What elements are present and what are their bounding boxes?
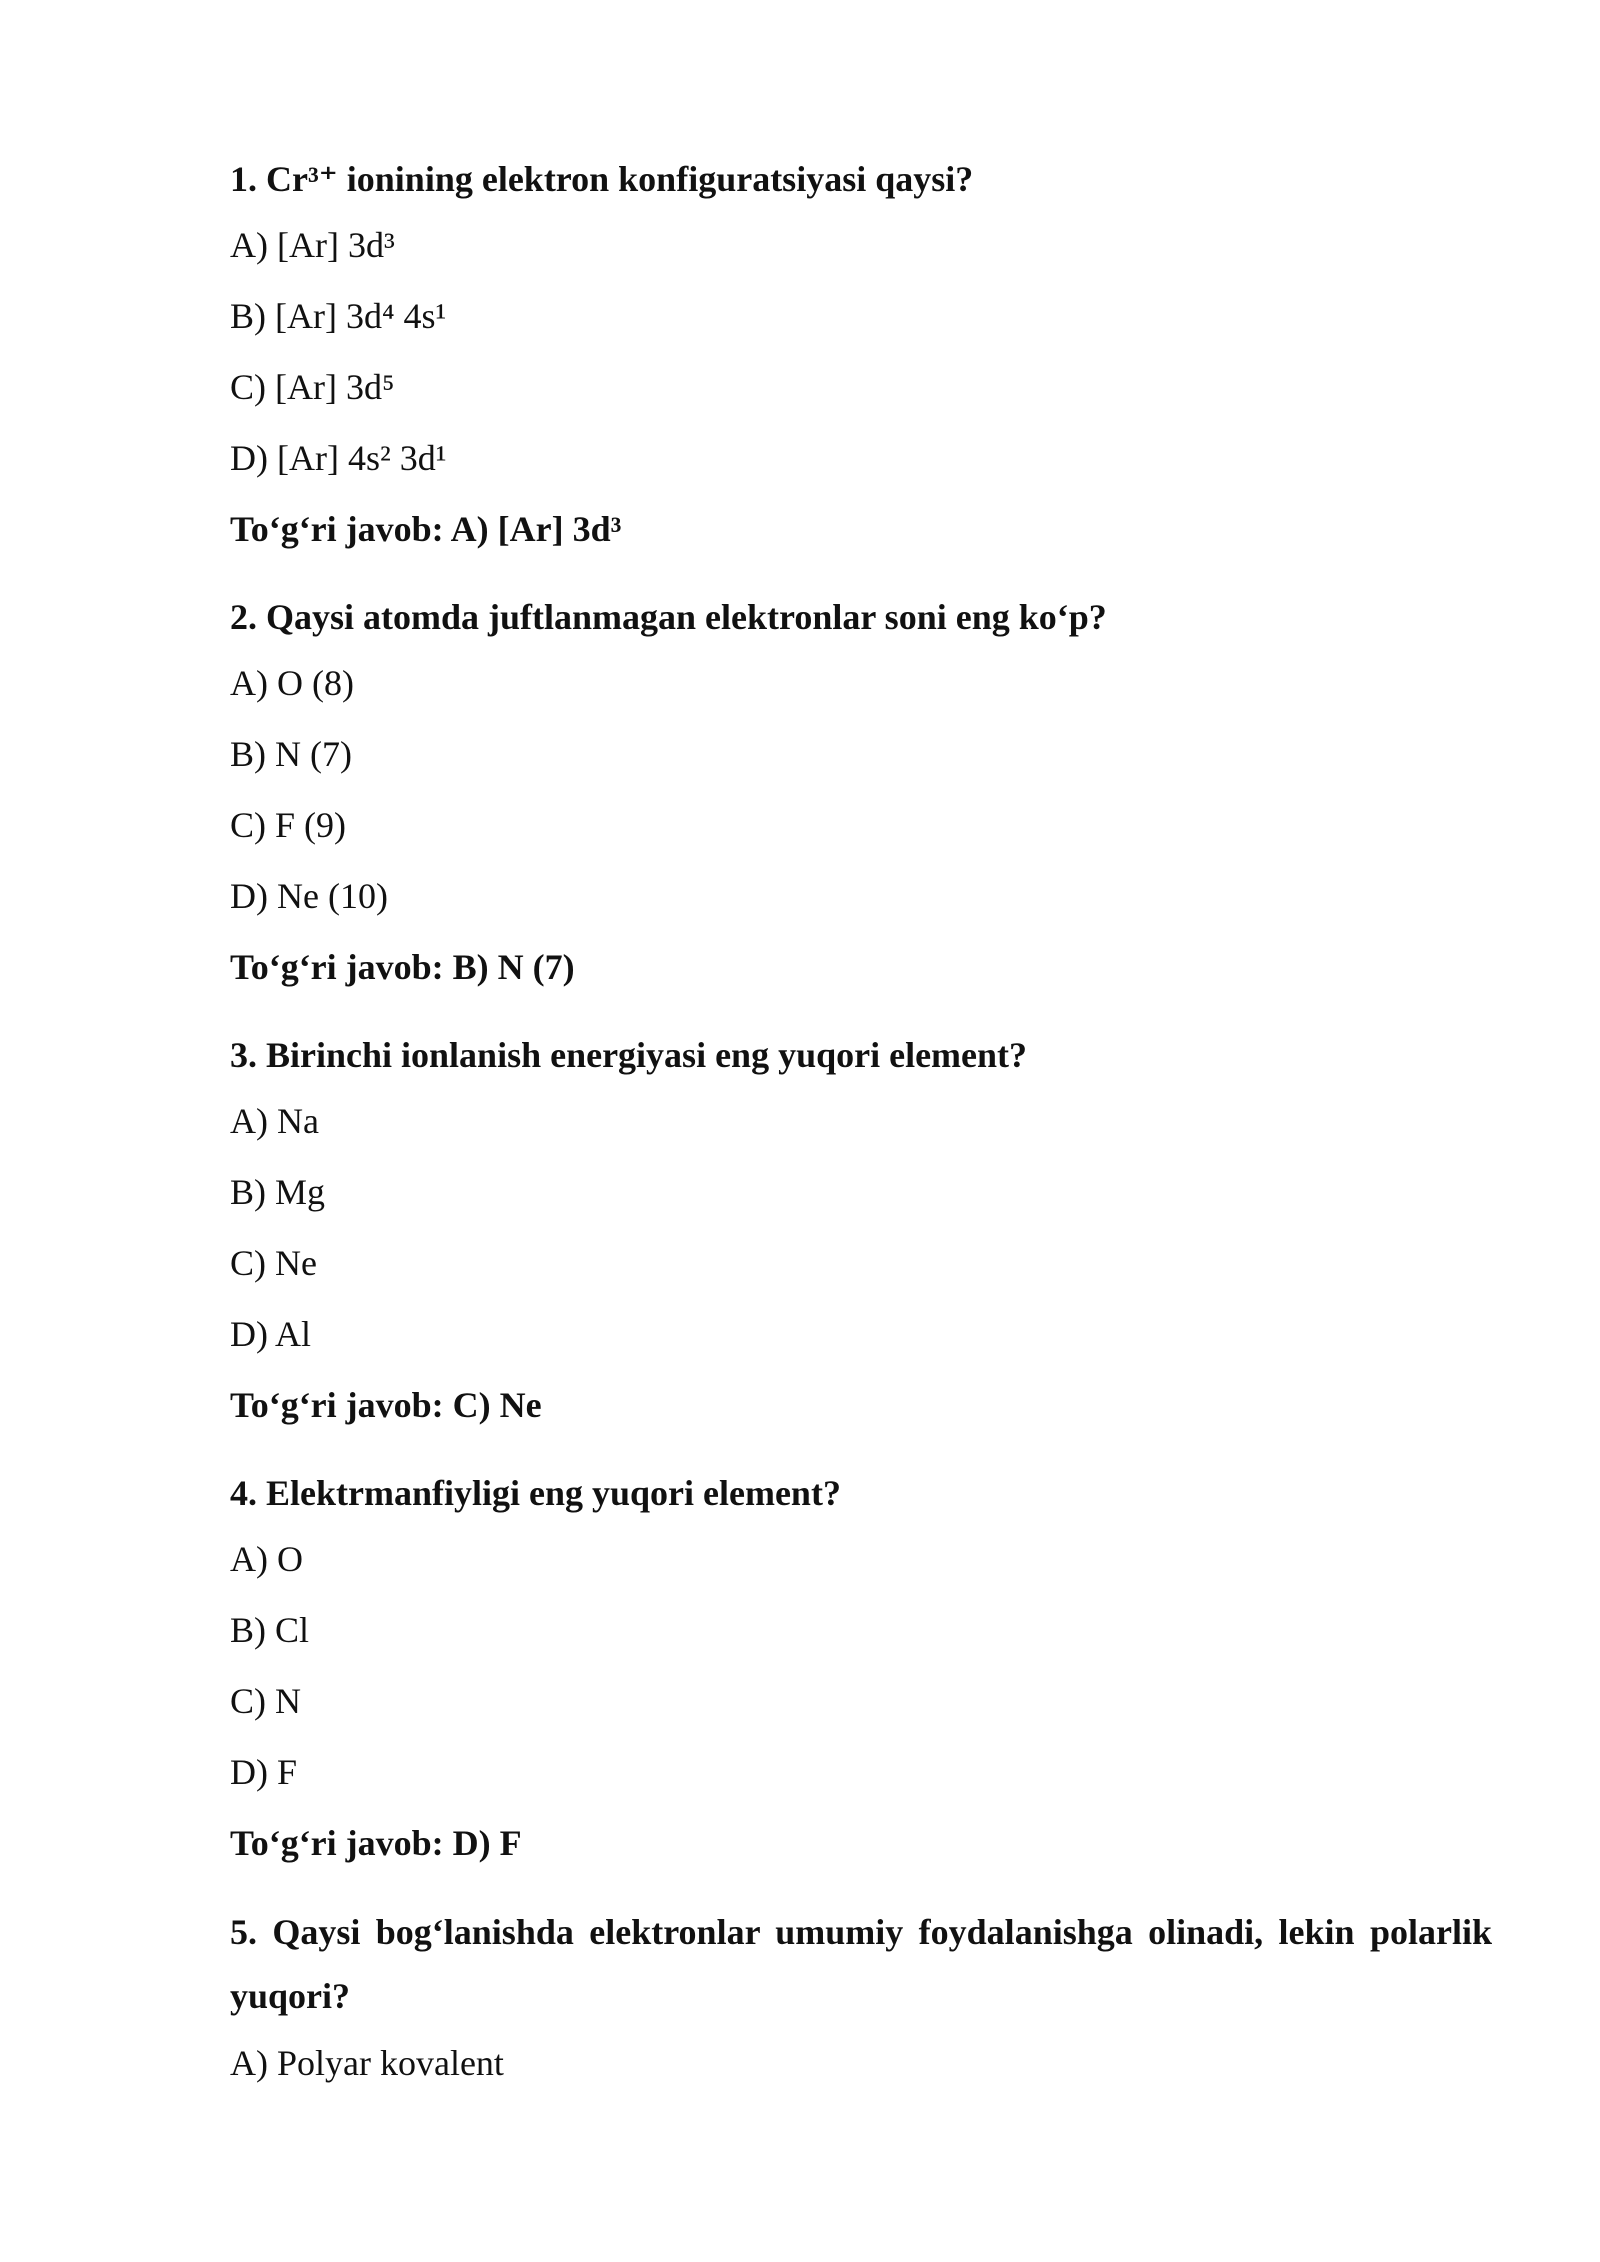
option-b: B) Mg (230, 1172, 326, 1212)
question-5 (230, 1900, 1492, 2099)
option-c: C) Ne (230, 1243, 317, 1283)
question-3 (230, 1024, 1492, 1441)
option-b: B) [Ar] 3d⁴ 4s¹ (230, 296, 447, 336)
question-title: 5. Qaysi bog‘lanishda elektronlar umumiy foydalanishga olinadi, lekin polarlik yuqori? (230, 1912, 1492, 2016)
option-b: B) N (7) (230, 734, 352, 774)
question-title: 1. Cr³⁺ ionining elektron konfiguratsiyasi qaysi? (230, 159, 974, 199)
correct-answer: To‘g‘ri javob: D) F (230, 1823, 522, 1863)
question-title: 2. Qaysi atomda juftlanmagan elektronlar soni eng ko‘p? (230, 597, 1107, 637)
option-d: D) F (230, 1752, 298, 1792)
option-c: C) N (230, 1681, 301, 1721)
question-1 (230, 148, 1492, 565)
option-d: D) Ne (10) (230, 876, 388, 916)
question-list (230, 148, 1492, 2099)
option-c: C) F (9) (230, 805, 346, 845)
option-a: A) O (230, 1539, 303, 1579)
correct-answer: To‘g‘ri javob: B) N (7) (230, 947, 575, 987)
option-a: A) [Ar] 3d³ (230, 225, 395, 265)
option-b: B) Cl (230, 1610, 310, 1650)
correct-answer: To‘g‘ri javob: A) [Ar] 3d³ (230, 509, 622, 549)
option-d: D) [Ar] 4s² 3d¹ (230, 438, 447, 478)
option-a: A) O (8) (230, 663, 354, 703)
question-title: 3. Birinchi ionlanish energiyasi eng yuqori element? (230, 1035, 1028, 1075)
correct-answer: To‘g‘ri javob: C) Ne (230, 1385, 542, 1425)
question-2 (230, 586, 1492, 1003)
option-a: A) Na (230, 1101, 319, 1141)
option-d: D) Al (230, 1314, 311, 1354)
option-a: A) Polyar kovalent (230, 2043, 504, 2083)
question-title: 4. Elektrmanfiyligi eng yuqori element? (230, 1473, 841, 1513)
question-4 (230, 1462, 1492, 1879)
option-c: C) [Ar] 3d⁵ (230, 367, 395, 407)
